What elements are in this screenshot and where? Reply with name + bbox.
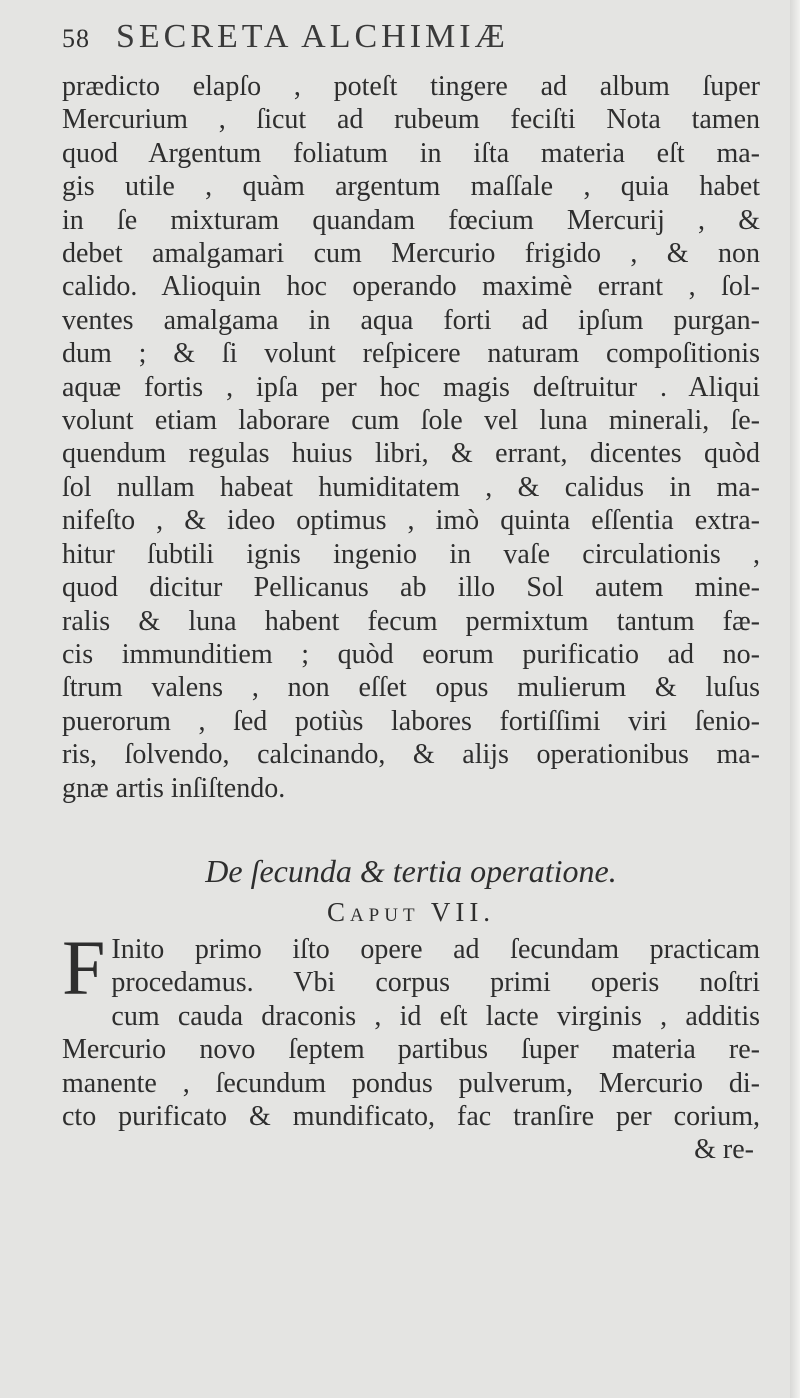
text-line: ſtrum valens , non eſſet opus mulierum & luſus — [62, 672, 760, 704]
text-line: ventes amalgama in aqua forti ad ipſum purgan- — [62, 304, 760, 336]
text-line: gis utile , quàm argentum maſſale , quia habet — [62, 171, 760, 203]
page-number: 58 — [62, 24, 90, 53]
text-line: ſol nullam habeat humiditatem , & calidus in ma- — [62, 471, 760, 503]
text-line: in ſe mixturam quandam fœcium Mercurij , & — [62, 204, 760, 236]
text-line: quod Argentum foliatum in iſta materia eſt ma- — [62, 137, 760, 169]
text-line: cto purificato & mundificato, fac tranſire per corium, — [62, 1100, 760, 1132]
text-line: Inito primo iſto opere ad ſecundam practicam — [111, 933, 760, 965]
text-line: ralis & luna habent fecum permixtum tantum fæ- — [62, 605, 760, 637]
running-head: SECRETA ALCHIMIÆ — [116, 18, 509, 55]
text-line: Mercurio novo ſeptem partibus ſuper materia re- — [62, 1034, 760, 1066]
text-line: quendum regulas huius libri, & errant, dicentes quòd — [62, 438, 760, 470]
text-line: procedamus. Vbi corpus primi operis noſtri — [111, 967, 760, 999]
section-heading: De ſecunda & tertia operatione. — [205, 852, 617, 889]
paragraph-2 — [62, 923, 760, 1133]
text-line: dum ; & ſi volunt reſpicere naturam compoſitionis — [62, 338, 760, 370]
paragraph-1 — [62, 70, 760, 805]
text-line: cum cauda draconis , id eſt lacte virginis , additis — [111, 1000, 760, 1032]
text-line: hitur ſubtili ignis ingenio in vaſe circulationis , — [62, 538, 760, 570]
text-line: debet amalgamari cum Mercurio frigido , & non — [62, 238, 760, 270]
page-header — [62, 18, 760, 70]
drop-cap: F — [62, 923, 106, 1011]
section-gap — [62, 805, 760, 847]
text-line: aquæ fortis , ipſa per hoc magis deſtruitur . Aliqui — [62, 371, 760, 403]
text-line: manente , ſecundum pondus pulverum, Mercurio di- — [62, 1067, 760, 1099]
text-line: prædicto elapſo , poteſt tingere ad album ſuper — [62, 71, 760, 102]
text-line: gnæ artis inſiſtendo. — [62, 772, 286, 804]
catchword: & re- — [694, 1134, 754, 1166]
text-line: ris, ſolvendo, calcinando, & alijs operationibus ma- — [62, 739, 760, 771]
text-line: cis immunditiem ; quòd eorum purificatio ad no- — [62, 638, 760, 670]
text-line: nifeſto , & ideo optimus , imò quinta eſſentia extra- — [62, 505, 760, 537]
text-line: quod dicitur Pellicanus ab illo Sol autem mine- — [62, 572, 760, 604]
text-line: puerorum , ſed potiùs labores fortiſſimi viri ſenio- — [62, 705, 760, 737]
text-line: calido. Alioquin hoc operando maximè errant , ſol- — [62, 271, 760, 303]
chapter-heading: Caput VII. — [326, 896, 496, 927]
text-line: Mercurium , ſicut ad rubeum feciſti Nota tamen — [62, 104, 760, 136]
page-edge — [790, 0, 800, 1398]
text-line: volunt etiam laborare cum ſole vel luna minerali, ſe- — [62, 405, 760, 437]
